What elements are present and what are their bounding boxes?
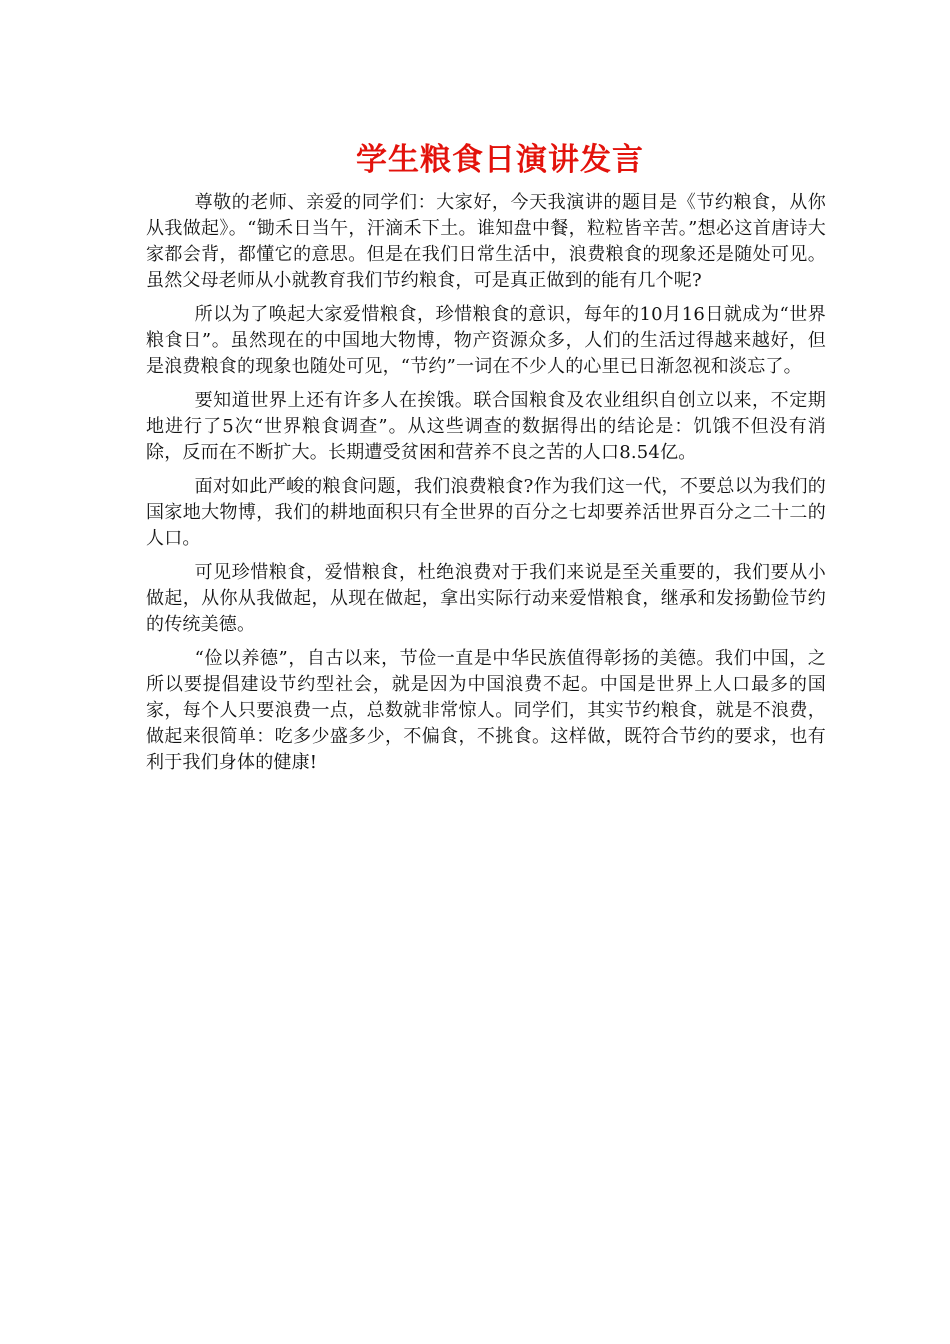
paragraph-1: 尊敬的老师、亲爱的同学们：大家好，今天我演讲的题目是《节约粮食，从你从我做起》。“锄禾日当午，汗滴禾下土。谁知盘中餐，粒粒皆辛苦。”想必这首唐诗大家都会背，都懂它的意思。但是在我们日常生活中，浪费粮食的现象还是随处可见。虽然父母老师从小就教育我们节约粮食，可是真正做到的能有几个呢? (146, 192, 826, 291)
document-title: 学生粮食日演讲发言 (356, 142, 644, 178)
paragraph-4: 面对如此严峻的粮食问题，我们浪费粮食?作为我们这一代，不要总以为我们的国家地大物博，我们的耕地面积只有全世界的百分之七却要养活世界百分之二十二的人口。 (146, 476, 826, 549)
paragraph-5: 可见珍惜粮食，爱惜粮食，杜绝浪费对于我们来说是至关重要的，我们要从小做起，从你从我做起，从现在做起，拿出实际行动来爱惜粮食，继承和发扬勤俭节约的传统美德。 (146, 562, 826, 635)
paragraph-6: “俭以养德”，自古以来，节俭一直是中华民族值得彰扬的美德。我们中国，之所以要提倡建设节约型社会，就是因为中国浪费不起。中国是世界上人口最多的国家，每个人只要浪费一点，总数就非常惊人。同学们，其实节约粮食，就是不浪费，做起来很简单：吃多少盛多少，不偏食，不挑食。这样做，既符合节约的要求，也有利于我们身体的健康! (146, 648, 826, 773)
document-body (146, 190, 826, 784)
paragraph-3: 要知道世界上还有许多人在挨饿。联合国粮食及农业组织自创立以来，不定期地进行了5次“世界粮食调查”。从这些调查的数据得出的结论是：饥饿不但没有消除，反而在不断扩大。长期遭受贫困和营养不良之苦的人口8.54亿。 (146, 390, 826, 463)
paragraph-2: 所以为了唤起大家爱惜粮食，珍惜粮食的意识，每年的10月16日就成为“世界粮食日”。虽然现在的中国地大物博，物产资源众多，人们的生活过得越来越好，但是浪费粮食的现象也随处可见，“节约”一词在不少人的心里已日渐忽视和淡忘了。 (146, 304, 826, 377)
